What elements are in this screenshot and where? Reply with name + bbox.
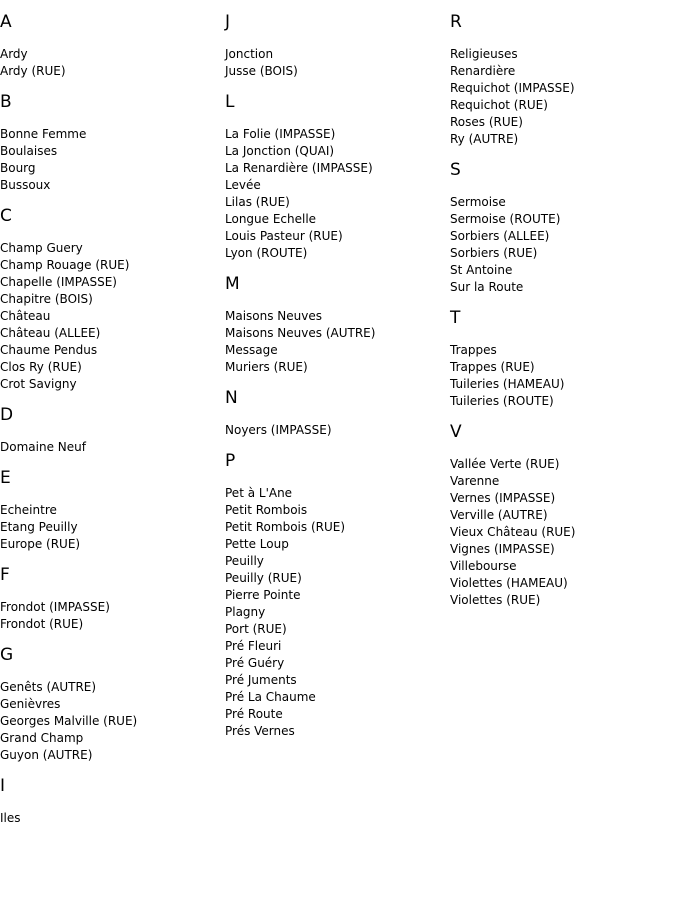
letter-heading: T	[450, 308, 461, 328]
letter-group	[225, 388, 450, 439]
street-link[interactable]: Muriers (RUE)	[225, 360, 308, 374]
street-link[interactable]: Longue Echelle	[225, 212, 317, 226]
street-link[interactable]: Verville (AUTRE)	[450, 508, 548, 522]
street-link[interactable]: Peuilly	[225, 554, 264, 568]
street-link[interactable]: Genêts (AUTRE)	[0, 680, 97, 694]
street-link[interactable]: Message	[225, 343, 278, 357]
street-link[interactable]: Petit Rombois (RUE)	[225, 520, 346, 534]
letter-group	[0, 645, 225, 764]
letter-heading: I	[0, 776, 6, 796]
street-link[interactable]: Lilas (RUE)	[225, 195, 290, 209]
street-link[interactable]: Maisons Neuves	[225, 309, 323, 323]
street-link[interactable]: Bussoux	[0, 178, 51, 192]
street-link[interactable]: Chapitre (BOIS)	[0, 292, 93, 306]
letter-group	[225, 92, 450, 262]
street-link[interactable]: Sermoise (ROUTE)	[450, 212, 561, 226]
street-link[interactable]: Crot Savigny	[0, 377, 77, 391]
street-link[interactable]: Ardy	[0, 47, 28, 61]
street-link[interactable]: Pré Juments	[225, 673, 297, 687]
street-list	[225, 308, 450, 376]
street-link[interactable]: Port (RUE)	[225, 622, 287, 636]
street-link[interactable]: Requichot (RUE)	[450, 98, 548, 112]
letter-group	[0, 565, 225, 633]
letter-group	[0, 92, 225, 194]
letter-group	[450, 160, 675, 296]
street-link[interactable]: Trappes	[450, 343, 497, 357]
street-list	[0, 439, 225, 456]
letter-heading: E	[0, 468, 11, 488]
street-link[interactable]: Chaume Pendus	[0, 343, 98, 357]
street-link[interactable]: Plagny	[225, 605, 266, 619]
street-link[interactable]: Maisons Neuves (AUTRE)	[225, 326, 376, 340]
street-link[interactable]: La Renardière (IMPASSE)	[225, 161, 373, 175]
street-list	[450, 46, 675, 148]
street-list	[225, 126, 450, 262]
street-link[interactable]: Genièvres	[0, 697, 61, 711]
street-link[interactable]: Pette Loup	[225, 537, 289, 551]
street-link[interactable]: Etang Peuilly	[0, 520, 78, 534]
street-link[interactable]: Petit Rombois	[225, 503, 308, 517]
letter-group	[225, 451, 450, 740]
street-index-column-3	[450, 0, 675, 617]
street-link[interactable]: Ardy (RUE)	[0, 64, 66, 78]
street-list	[0, 502, 225, 553]
street-list	[0, 679, 225, 764]
street-index-column-1	[0, 0, 225, 835]
street-list	[450, 194, 675, 296]
street-link[interactable]: Sorbiers (ALLEE)	[450, 229, 550, 243]
street-link[interactable]: Chapelle (IMPASSE)	[0, 275, 117, 289]
letter-group	[0, 776, 225, 827]
street-link[interactable]: Boulaises	[0, 144, 58, 158]
street-link[interactable]: Levée	[225, 178, 261, 192]
street-list	[225, 485, 450, 740]
street-link[interactable]: Violettes (RUE)	[450, 593, 541, 607]
street-link[interactable]: Europe (RUE)	[0, 537, 81, 551]
letter-heading: A	[0, 12, 12, 32]
letter-heading: R	[450, 12, 462, 32]
letter-group	[0, 468, 225, 553]
street-list	[0, 599, 225, 633]
street-link[interactable]: Frondot (RUE)	[0, 617, 84, 631]
street-link[interactable]: Château	[0, 309, 51, 323]
street-link[interactable]: Domaine Neuf	[0, 440, 86, 454]
street-link[interactable]: Noyers (IMPASSE)	[225, 423, 332, 437]
street-link[interactable]: Violettes (HAMEAU)	[450, 576, 568, 590]
letter-group	[0, 405, 225, 456]
letter-heading: P	[225, 451, 236, 471]
street-link[interactable]: Echeintre	[0, 503, 57, 517]
letter-heading: L	[225, 92, 235, 112]
street-link[interactable]: Religieuses	[450, 47, 518, 61]
street-link[interactable]: Trappes (RUE)	[450, 360, 535, 374]
street-link[interactable]: Sur la Route	[450, 280, 524, 294]
street-link[interactable]: Requichot (IMPASSE)	[450, 81, 575, 95]
street-link[interactable]: Georges Malville (RUE)	[0, 714, 138, 728]
letter-group	[0, 206, 225, 393]
street-link[interactable]: Vernes (IMPASSE)	[450, 491, 556, 505]
letter-heading: D	[0, 405, 14, 425]
letter-group	[450, 422, 675, 609]
letter-group	[0, 12, 225, 80]
street-link[interactable]: Vieux Château (RUE)	[450, 525, 576, 539]
street-link[interactable]: Champ Rouage (RUE)	[0, 258, 130, 272]
street-link[interactable]: Jonction	[225, 47, 274, 61]
street-link[interactable]: Renardière	[450, 64, 516, 78]
street-link[interactable]: Pré Fleuri	[225, 639, 282, 653]
street-list	[0, 126, 225, 194]
street-link[interactable]: Grand Champ	[0, 731, 84, 745]
letter-heading: F	[0, 565, 10, 585]
street-link[interactable]: Louis Pasteur (RUE)	[225, 229, 343, 243]
street-link[interactable]: Pierre Pointe	[225, 588, 301, 602]
street-link[interactable]: Ry (AUTRE)	[450, 132, 519, 146]
street-link[interactable]: Champ Guery	[0, 241, 83, 255]
street-link[interactable]: Tuileries (ROUTE)	[450, 394, 554, 408]
letter-heading: G	[0, 645, 14, 665]
street-link[interactable]: Lyon (ROUTE)	[225, 246, 308, 260]
street-link[interactable]: Sorbiers (RUE)	[450, 246, 538, 260]
street-list	[450, 342, 675, 410]
letter-heading: N	[225, 388, 238, 408]
letter-group	[450, 308, 675, 410]
street-list	[225, 46, 450, 80]
letter-group	[450, 12, 675, 148]
street-link[interactable]: Villebourse	[450, 559, 517, 573]
street-link[interactable]: Prés Vernes	[225, 724, 295, 738]
street-link[interactable]: La Folie (IMPASSE)	[225, 127, 336, 141]
street-link[interactable]: Bourg	[0, 161, 36, 175]
street-link[interactable]: Sermoise	[450, 195, 506, 209]
street-link[interactable]: Frondot (IMPASSE)	[0, 600, 110, 614]
letter-heading: S	[450, 160, 461, 180]
street-link[interactable]: Clos Ry (RUE)	[0, 360, 82, 374]
street-link[interactable]: La Jonction (QUAI)	[225, 144, 335, 158]
street-link[interactable]: Tuileries (HAMEAU)	[450, 377, 565, 391]
street-list	[0, 810, 225, 827]
letter-heading: V	[450, 422, 462, 442]
street-list	[450, 456, 675, 609]
street-link[interactable]: Vignes (IMPASSE)	[450, 542, 555, 556]
street-link[interactable]: Peuilly (RUE)	[225, 571, 302, 585]
letter-group	[225, 12, 450, 80]
street-link[interactable]: Bonne Femme	[0, 127, 87, 141]
letter-group	[225, 274, 450, 376]
street-link[interactable]: Guyon (AUTRE)	[0, 748, 93, 762]
street-list	[225, 422, 450, 439]
letter-heading: M	[225, 274, 240, 294]
letter-heading: C	[0, 206, 12, 226]
letter-heading: J	[225, 12, 231, 32]
street-link[interactable]: St Antoine	[450, 263, 513, 277]
street-link[interactable]: Vallée Verte (RUE)	[450, 457, 560, 471]
street-link[interactable]: Château (ALLEE)	[0, 326, 101, 340]
street-link[interactable]: Pet à L'Ane	[225, 486, 293, 500]
street-link[interactable]: Pré La Chaume	[225, 690, 316, 704]
street-index-column-2	[225, 0, 450, 748]
letter-heading: B	[0, 92, 12, 112]
street-link[interactable]: Varenne	[450, 474, 500, 488]
street-link[interactable]: Pré Route	[225, 707, 283, 721]
street-link[interactable]: Iles	[0, 811, 21, 825]
street-list	[0, 240, 225, 393]
street-list	[0, 46, 225, 80]
street-link[interactable]: Pré Guéry	[225, 656, 285, 670]
street-link[interactable]: Roses (RUE)	[450, 115, 523, 129]
street-link[interactable]: Jusse (BOIS)	[225, 64, 298, 78]
